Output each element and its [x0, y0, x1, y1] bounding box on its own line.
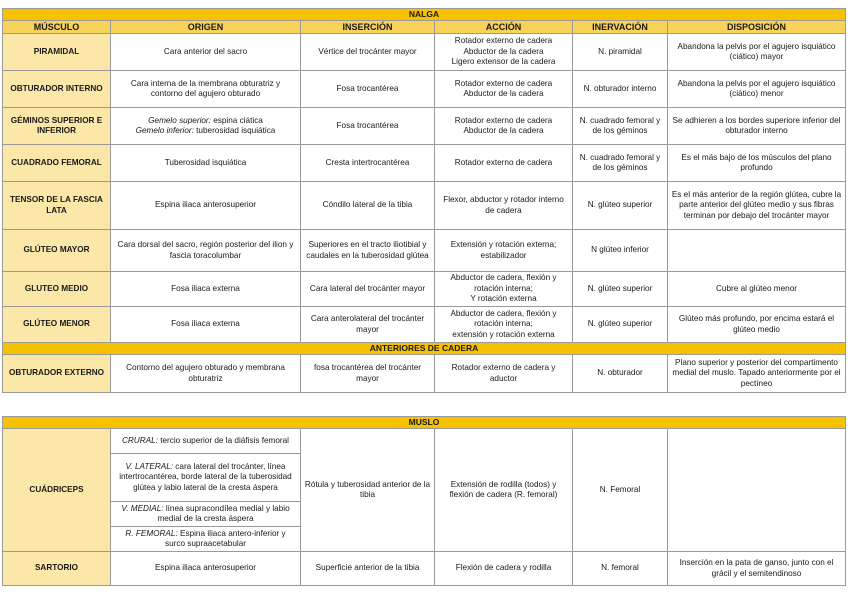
- action-text: [438, 36, 569, 68]
- gemelo-inferior-line: [114, 126, 297, 137]
- innervation-cell: N. glúteo superior: [573, 182, 668, 230]
- innervation-cell: N. Femoral: [573, 429, 668, 552]
- action-cell: [435, 145, 573, 182]
- origin-part-vasto-lateral: [111, 454, 301, 502]
- innervation-cell: N. obturador: [573, 355, 668, 393]
- action-text: [438, 240, 569, 261]
- part-label: CRURAL:: [121, 435, 158, 445]
- disposition-cell: Cubre al glúteo menor: [668, 272, 846, 307]
- origin-cell: Cara interna de la membrana obturatriz y contorno del agujero obturado: [111, 71, 301, 108]
- innervation-cell: N glúteo inferior: [573, 230, 668, 272]
- table-row: [3, 182, 846, 230]
- muscle-name: OBTURADOR EXTERNO: [3, 355, 111, 393]
- disposition-cell: [668, 230, 846, 272]
- table-row: [3, 230, 846, 272]
- gemelo-superior-label: Gemelo superior:: [148, 115, 211, 125]
- gemelo-superior-line: [114, 116, 297, 127]
- insertion-cell: Cóndilo lateral de la tibia: [301, 182, 435, 230]
- action-line: Rotador externo de cadera: [454, 36, 553, 46]
- nalga-table: [2, 8, 846, 393]
- innervation-cell: N. cuadrado femoral y de los géminos: [573, 145, 668, 182]
- action-cell: [435, 34, 573, 71]
- gemelo-superior-text: espina ciática: [210, 115, 263, 125]
- part-text: cara lateral del trocánter, línea intertrocantérea, borde lateral de la tuberosidad glútea y labio lateral de la cresta áspera: [119, 461, 292, 492]
- table-row: [3, 145, 846, 182]
- table-row: [3, 34, 846, 71]
- action-cell: [435, 71, 573, 108]
- table-row: [3, 108, 846, 145]
- origin-cell: Fosa iliaca externa: [111, 307, 301, 343]
- header-insercion: INSERCIÓN: [301, 21, 435, 34]
- muscle-name: GLUTEO MEDIO: [3, 272, 111, 307]
- action-cell: Rotador externo de cadera y aductor: [435, 355, 573, 393]
- disposition-cell: Abandona la pelvis por el agujero isquiático (ciático) mayor: [668, 34, 846, 71]
- insertion-cell: Cara anterolateral del trocánter mayor: [301, 307, 435, 343]
- part-text: tercio superior de la diáfisis femoral: [157, 435, 289, 445]
- action-line: Flexor, abductor y rotador interno de cadera: [443, 195, 564, 215]
- action-text: [438, 273, 569, 305]
- action-cell: [435, 182, 573, 230]
- disposition-cell: Inserción en la pata de ganso, junto con el grácil y el semitendinoso: [668, 552, 846, 586]
- origin-cell: Contorno del agujero obturado y membrana obturatriz: [111, 355, 301, 393]
- insertion-cell: Fosa trocantérea: [301, 71, 435, 108]
- action-cell: [435, 272, 573, 307]
- origin-cell: Fosa iliaca externa: [111, 272, 301, 307]
- table-row: [3, 71, 846, 108]
- insertion-cell: Rótula y tuberosidad anterior de la tibia: [301, 429, 435, 552]
- innervation-cell: N. femoral: [573, 552, 668, 586]
- disposition-cell: Glúteo más profundo, por encima estará el glúteo medio: [668, 307, 846, 343]
- action-line: Rotador externo de cadera: [454, 157, 553, 167]
- header-musculo: MÚSCULO: [3, 21, 111, 34]
- innervation-cell: N. glúteo superior: [573, 307, 668, 343]
- origin-cell: Espina iliaca anterosuperior: [111, 552, 301, 586]
- action-line: Rotador externo de cadera: [454, 115, 553, 125]
- action-line: extensión y rotación externa: [452, 329, 555, 339]
- action-cell: Flexión de cadera y rodilla: [435, 552, 573, 586]
- table-row: [3, 355, 846, 393]
- muscle-name: CUÁDRICEPS: [3, 429, 111, 552]
- disposition-cell: Es el más bajo de los músculos del plano profundo: [668, 145, 846, 182]
- action-text: [438, 195, 569, 216]
- part-text: línea supracondílea medial y labio medial de la cresta áspera: [157, 503, 290, 523]
- muscle-name: TENSOR DE LA FASCIA LATA: [3, 182, 111, 230]
- action-text: [438, 309, 569, 341]
- disposition-cell: [668, 429, 846, 552]
- origin-part-crural: [111, 429, 301, 454]
- action-text: [438, 79, 569, 100]
- section-title-anteriores-cadera: ANTERIORES DE CADERA: [3, 343, 846, 355]
- origin-cell: Cara anterior del sacro: [111, 34, 301, 71]
- muscle-name: OBTURADOR INTERNO: [3, 71, 111, 108]
- muscle-name: GLÚTEO MAYOR: [3, 230, 111, 272]
- action-line: Rotador externo de cadera: [454, 78, 553, 88]
- table-row: [3, 429, 846, 454]
- innervation-cell: N. piramidal: [573, 34, 668, 71]
- header-inervacion: INERVACIÓN: [573, 21, 668, 34]
- section-title-nalga: NALGA: [3, 9, 846, 21]
- action-text: [438, 158, 569, 169]
- insertion-cell: Superficie anterior de la tibia: [301, 552, 435, 586]
- action-line: Abductor de la cadera: [463, 126, 544, 135]
- origin-part-recto-femoral: [111, 527, 301, 552]
- insertion-cell: Cresta intertrocantérea: [301, 145, 435, 182]
- origin-cell: [111, 108, 301, 145]
- disposition-cell: Es el más anterior de la región glútea, cubre la parte anterior del glúteo medio y sus fibras terminan por debajo del trocánter mayor: [668, 182, 846, 230]
- innervation-cell: N. obturador interno: [573, 71, 668, 108]
- header-accion: ACCIÓN: [435, 21, 573, 34]
- action-cell: Extensión de rodilla (todos) y flexión de cadera (R. femoral): [435, 429, 573, 552]
- action-line: Y rotación externa: [470, 294, 537, 304]
- insertion-cell: fosa trocantérea del trocánter mayor: [301, 355, 435, 393]
- origin-cell: Espina iliaca anterosuperior: [111, 182, 301, 230]
- muscle-name: CUADRADO FEMORAL: [3, 145, 111, 182]
- section-title-muslo: MUSLO: [3, 417, 846, 429]
- gemelo-inferior-text: tuberosidad isquiática: [193, 126, 276, 135]
- insertion-cell: Superiores en el tracto iliotibial y caudales en la tuberosidad glútea: [301, 230, 435, 272]
- muscle-name: SARTORIO: [3, 552, 111, 586]
- muscle-name: GLÚTEO MENOR: [3, 307, 111, 343]
- table-row: [3, 307, 846, 343]
- muslo-table: [2, 416, 846, 586]
- action-line: Abductor de cadera, flexión y rotación interna;: [450, 273, 557, 293]
- action-line: Ligero extensor de la cadera: [451, 57, 556, 67]
- disposition-cell: Plano superior y posterior del compartimento medial del muslo. Tapado anteriormente por el pectíneo: [668, 355, 846, 393]
- action-line: Abductor de la cadera: [463, 89, 544, 98]
- origin-part-vasto-medial: [111, 502, 301, 527]
- table-row: [3, 552, 846, 586]
- disposition-cell: Abandona la pelvis por el agujero isquiático (ciático) menor: [668, 71, 846, 108]
- innervation-cell: N. glúteo superior: [573, 272, 668, 307]
- part-label: R. FEMORAL:: [125, 528, 178, 538]
- part-text: Espina iliaca antero-inferior y surco supraacetabular: [164, 528, 286, 548]
- insertion-cell: Fosa trocantérea: [301, 108, 435, 145]
- insertion-cell: Vértice del trocánter mayor: [301, 34, 435, 71]
- insertion-cell: Cara lateral del trocánter mayor: [301, 272, 435, 307]
- innervation-cell: N. cuadrado femoral y de los géminos: [573, 108, 668, 145]
- origin-cell: Tuberosidad isquiática: [111, 145, 301, 182]
- gemelo-inferior-label: Gemelo inferior:: [135, 126, 194, 135]
- header-disposicion: DISPOSICIÓN: [668, 21, 846, 34]
- disposition-cell: Se adhieren a los bordes superiore inferior del obturador interno: [668, 108, 846, 145]
- action-line: Extensión y rotación externa; estabilizador: [450, 240, 557, 260]
- header-origen: ORIGEN: [111, 21, 301, 34]
- origin-cell: Cara dorsal del sacro, región posterior del ilion y fascia toracolumbar: [111, 230, 301, 272]
- table-row: [3, 272, 846, 307]
- part-label: V. MEDIAL:: [121, 503, 164, 513]
- action-line: Abductor de cadera, flexión y rotación interna;: [450, 308, 557, 329]
- action-text: [438, 116, 569, 137]
- action-cell: [435, 230, 573, 272]
- muscle-name: PIRAMIDAL: [3, 34, 111, 71]
- action-cell: [435, 307, 573, 343]
- part-label: V. LATERAL:: [125, 461, 174, 471]
- action-line: Abductor de la cadera: [463, 46, 544, 56]
- action-cell: [435, 108, 573, 145]
- muscle-name: GÉMINOS SUPERIOR E INFERIOR: [3, 108, 111, 145]
